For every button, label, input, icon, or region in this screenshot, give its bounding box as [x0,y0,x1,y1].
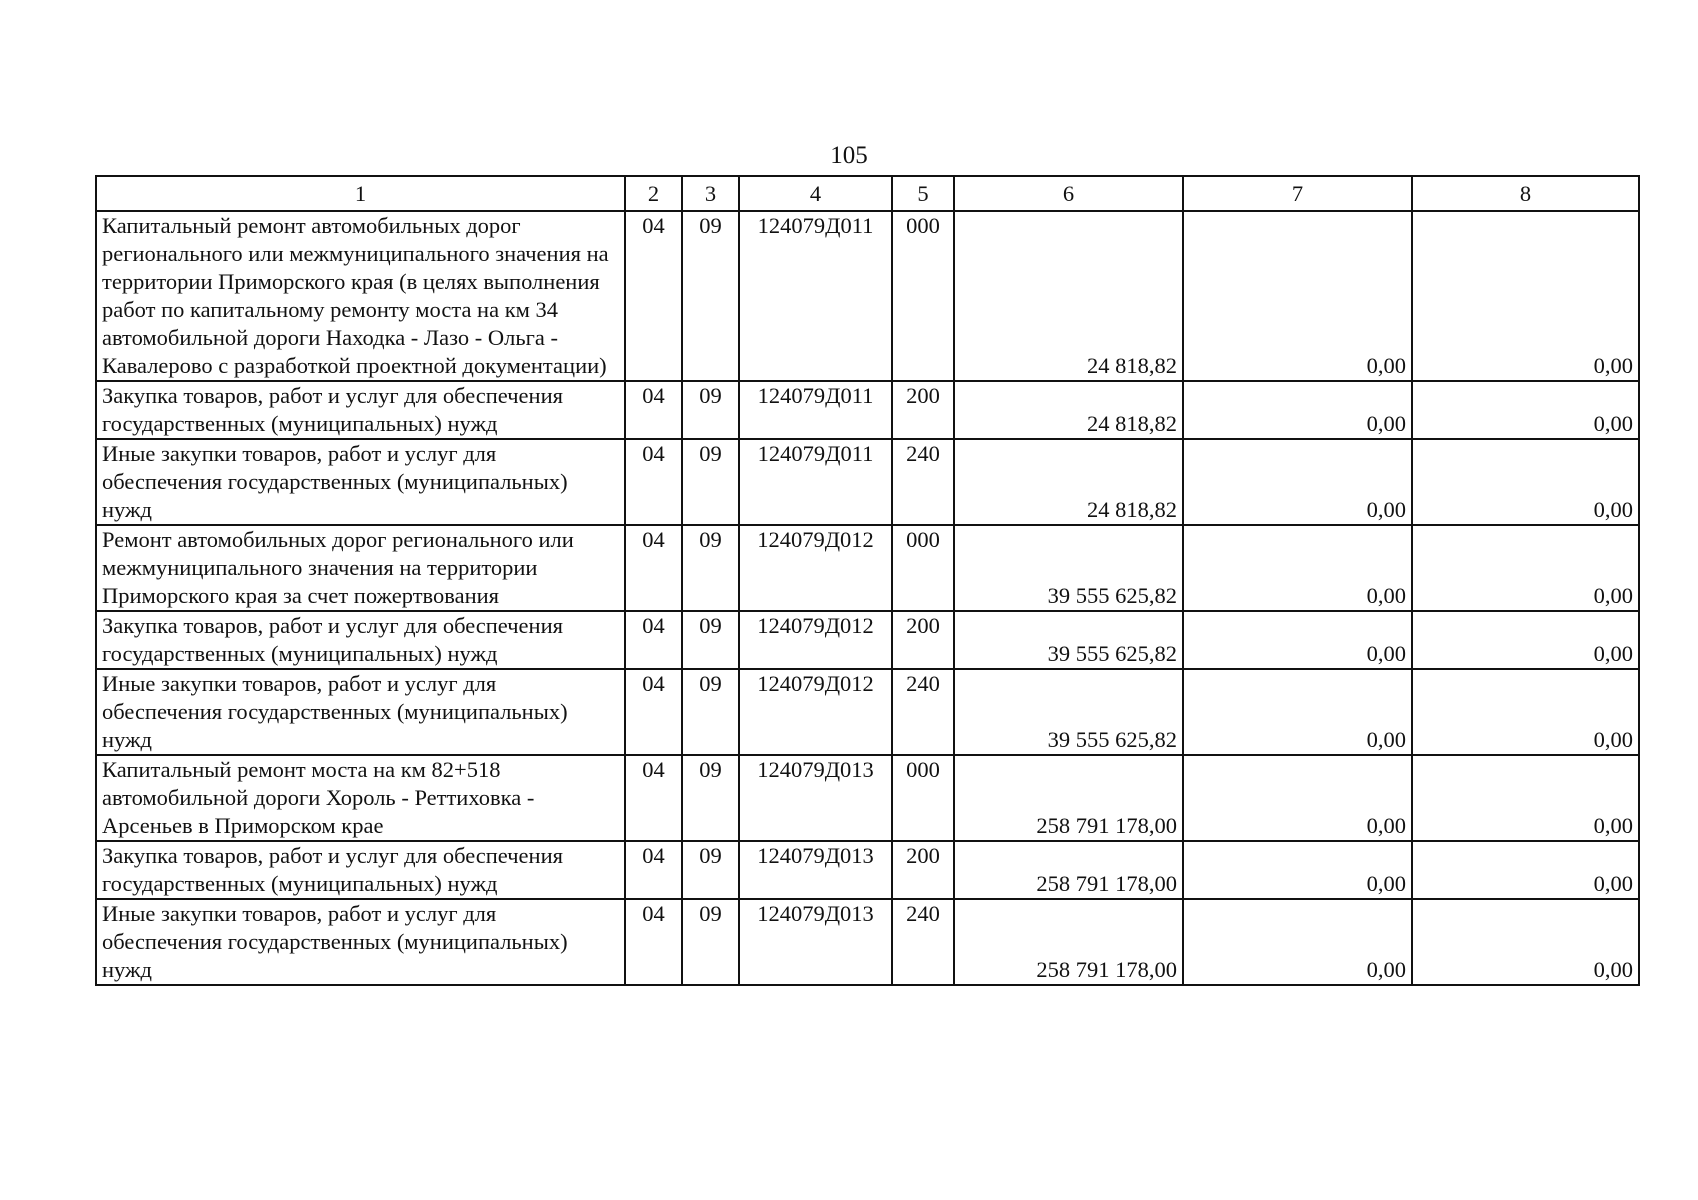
amount-year3-cell: 0,00 [1412,755,1639,841]
row-name-cell: Иные закупки товаров, работ и услуг для обеспечения государственных (муниципальных) нужд [96,899,625,985]
target-article-cell: 124079Д013 [739,755,892,841]
section-code-cell: 04 [625,755,682,841]
target-article-cell: 124079Д013 [739,841,892,899]
subsection-code-cell: 09 [682,841,739,899]
page-number: 105 [830,142,868,169]
subsection-code-cell: 09 [682,439,739,525]
column-header: 7 [1183,176,1412,211]
expense-type-cell: 240 [892,439,954,525]
amount-year2-cell: 0,00 [1183,899,1412,985]
column-header: 6 [954,176,1183,211]
row-name-cell: Закупка товаров, работ и услуг для обеспечения государственных (муниципальных) нужд [96,841,625,899]
table-row [96,899,1639,985]
row-name-cell: Закупка товаров, работ и услуг для обеспечения государственных (муниципальных) нужд [96,381,625,439]
amount-year1-cell: 24 818,82 [954,211,1183,381]
table-header-row [96,176,1639,211]
section-code-cell: 04 [625,669,682,755]
section-code-cell: 04 [625,439,682,525]
target-article-cell: 124079Д012 [739,525,892,611]
subsection-code-cell: 09 [682,899,739,985]
amount-year1-cell: 24 818,82 [954,381,1183,439]
table-row [96,755,1639,841]
amount-year3-cell: 0,00 [1412,669,1639,755]
table-row [96,439,1639,525]
amount-year3-cell: 0,00 [1412,439,1639,525]
amount-year1-cell: 258 791 178,00 [954,755,1183,841]
section-code-cell: 04 [625,211,682,381]
target-article-cell: 124079Д011 [739,381,892,439]
column-header: 8 [1412,176,1639,211]
table-row [96,381,1639,439]
column-header: 3 [682,176,739,211]
amount-year1-cell: 39 555 625,82 [954,525,1183,611]
row-name-cell: Капитальный ремонт моста на км 82+518 автомобильной дороги Хороль - Реттиховка - Арсеньев в Приморском крае [96,755,625,841]
expense-type-cell: 000 [892,755,954,841]
column-header: 5 [892,176,954,211]
amount-year3-cell: 0,00 [1412,211,1639,381]
subsection-code-cell: 09 [682,381,739,439]
expense-type-cell: 240 [892,669,954,755]
amount-year3-cell: 0,00 [1412,611,1639,669]
amount-year2-cell: 0,00 [1183,439,1412,525]
expense-type-cell: 240 [892,899,954,985]
subsection-code-cell: 09 [682,211,739,381]
expense-type-cell: 200 [892,381,954,439]
amount-year2-cell: 0,00 [1183,755,1412,841]
amount-year3-cell: 0,00 [1412,841,1639,899]
column-header: 4 [739,176,892,211]
subsection-code-cell: 09 [682,669,739,755]
budget-table [95,175,1640,986]
amount-year1-cell: 39 555 625,82 [954,611,1183,669]
amount-year1-cell: 258 791 178,00 [954,841,1183,899]
amount-year2-cell: 0,00 [1183,381,1412,439]
expense-type-cell: 000 [892,211,954,381]
row-name-cell: Ремонт автомобильных дорог регионального или межмуниципального значения на территории Приморского края за счет пожертвования [96,525,625,611]
section-code-cell: 04 [625,841,682,899]
amount-year2-cell: 0,00 [1183,669,1412,755]
amount-year3-cell: 0,00 [1412,525,1639,611]
column-header: 1 [96,176,625,211]
table-row [96,669,1639,755]
table-row [96,841,1639,899]
section-code-cell: 04 [625,525,682,611]
target-article-cell: 124079Д011 [739,439,892,525]
amount-year2-cell: 0,00 [1183,611,1412,669]
amount-year1-cell: 39 555 625,82 [954,669,1183,755]
amount-year2-cell: 0,00 [1183,841,1412,899]
amount-year2-cell: 0,00 [1183,525,1412,611]
subsection-code-cell: 09 [682,755,739,841]
target-article-cell: 124079Д012 [739,611,892,669]
amount-year1-cell: 258 791 178,00 [954,899,1183,985]
target-article-cell: 124079Д012 [739,669,892,755]
amount-year2-cell: 0,00 [1183,211,1412,381]
row-name-cell: Капитальный ремонт автомобильных дорог регионального или межмуниципального значения на территории Приморского края (в целях выполнения работ по капитальному ремонту моста на км 34 автомобильной дороги Находка - Лазо - Ольга - Кавалерово с разработкой проектной документации) [96,211,625,381]
section-code-cell: 04 [625,899,682,985]
expense-type-cell: 200 [892,841,954,899]
column-header: 2 [625,176,682,211]
table-row [96,611,1639,669]
expense-type-cell: 000 [892,525,954,611]
subsection-code-cell: 09 [682,525,739,611]
row-name-cell: Иные закупки товаров, работ и услуг для обеспечения государственных (муниципальных) нужд [96,669,625,755]
table-row [96,525,1639,611]
row-name-cell: Иные закупки товаров, работ и услуг для обеспечения государственных (муниципальных) нужд [96,439,625,525]
table-row [96,211,1639,381]
target-article-cell: 124079Д011 [739,211,892,381]
expense-type-cell: 200 [892,611,954,669]
amount-year1-cell: 24 818,82 [954,439,1183,525]
subsection-code-cell: 09 [682,611,739,669]
target-article-cell: 124079Д013 [739,899,892,985]
amount-year3-cell: 0,00 [1412,899,1639,985]
amount-year3-cell: 0,00 [1412,381,1639,439]
section-code-cell: 04 [625,611,682,669]
section-code-cell: 04 [625,381,682,439]
row-name-cell: Закупка товаров, работ и услуг для обеспечения государственных (муниципальных) нужд [96,611,625,669]
